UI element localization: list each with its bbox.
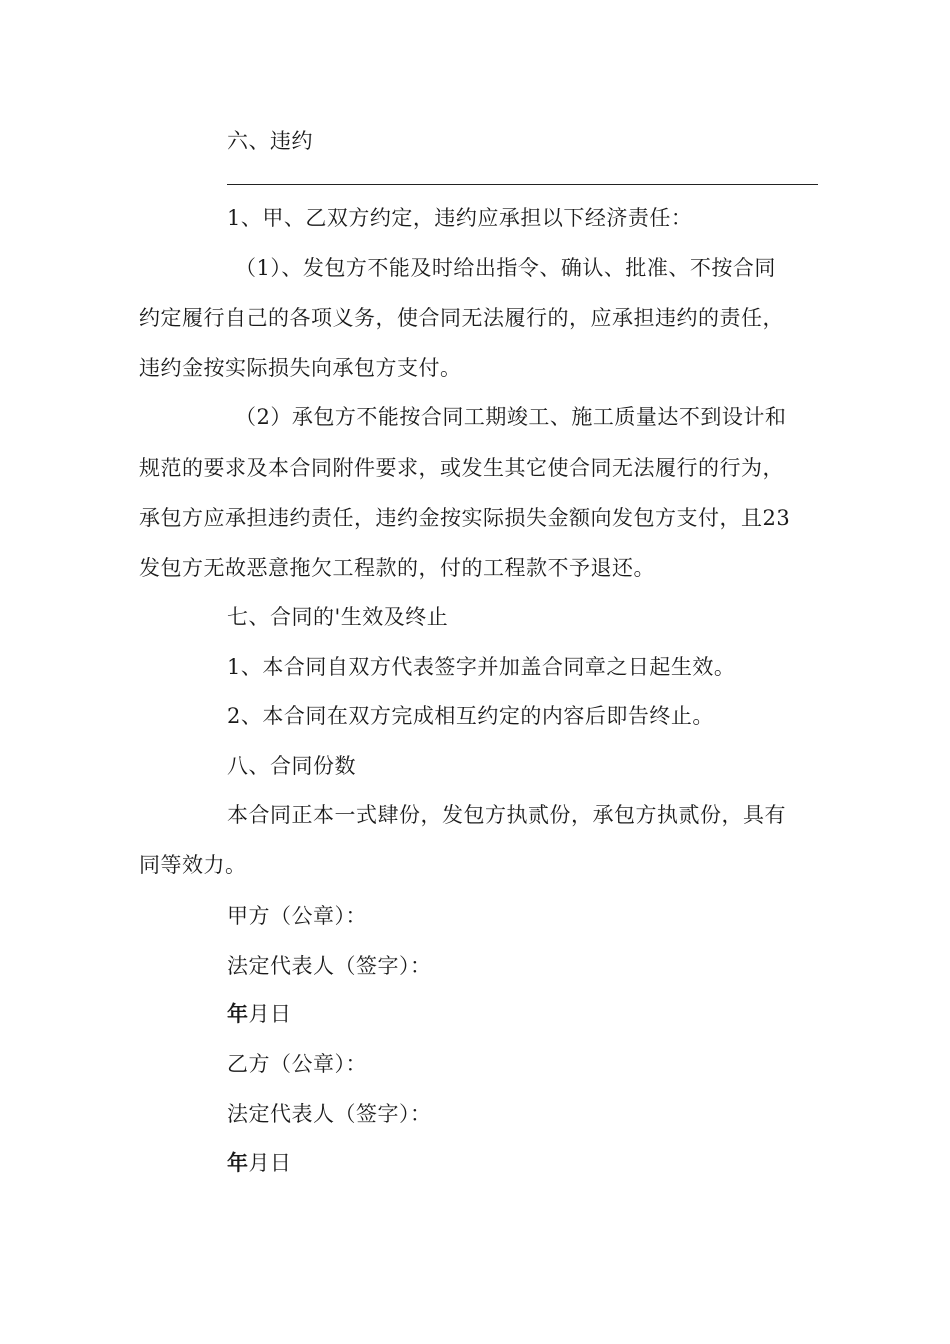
clause-2-line-3: 承包方应承担违约责任，违约金按实际损失金额向发包方支付，且23 [139, 506, 791, 530]
party-a-date [227, 1001, 292, 1027]
effect-item-1: 1、本合同自双方代表签字并加盖合同章之日起生效。 [227, 655, 736, 679]
party-a-representative: 法定代表人（签字）： [227, 954, 432, 978]
section-heading-effect: 七、合同的'生效及终止 [227, 605, 449, 629]
party-b-date [227, 1150, 292, 1176]
party-b-date-rest: 月日 [248, 1151, 292, 1175]
party-a-seal: 甲方（公章）： [227, 904, 367, 928]
breach-item-1: 1、甲、乙双方约定，违约应承担以下经济责任： [227, 206, 693, 230]
party-b-date-year: 年 [227, 1151, 249, 1175]
clause-2-line-1: （2）承包方不能按合同工期竣工、施工质量达不到设计和 [235, 405, 787, 429]
party-a-date-year: 年 [227, 1002, 249, 1026]
party-b-seal: 乙方（公章）： [227, 1052, 367, 1076]
underline-rule [227, 184, 818, 185]
clause-2-line-4: 发包方无故恶意拖欠工程款的，付的工程款不予退还。 [139, 556, 655, 580]
party-b-representative: 法定代表人（签字）： [227, 1102, 432, 1126]
copies-line-1: 本合同正本一式肆份，发包方执贰份，承包方执贰份，具有 [227, 803, 786, 827]
clause-1-line-1: （1）、发包方不能及时给出指令、确认、批准、不按合同 [235, 256, 776, 280]
party-a-date-rest: 月日 [248, 1002, 292, 1026]
clause-2-line-2: 规范的要求及本合同附件要求，或发生其它使合同无法履行的行为， [139, 456, 784, 480]
effect-item-2: 2、本合同在双方完成相互约定的内容后即告终止。 [227, 704, 714, 728]
clause-1-line-3: 违约金按实际损失向承包方支付。 [139, 356, 462, 380]
copies-line-2: 同等效力。 [139, 853, 247, 877]
clause-1-line-2: 约定履行自己的各项义务，使合同无法履行的，应承担违约的责任， [139, 306, 784, 330]
section-heading-breach: 六、违约 [227, 129, 313, 153]
section-heading-copies: 八、合同份数 [227, 754, 356, 778]
